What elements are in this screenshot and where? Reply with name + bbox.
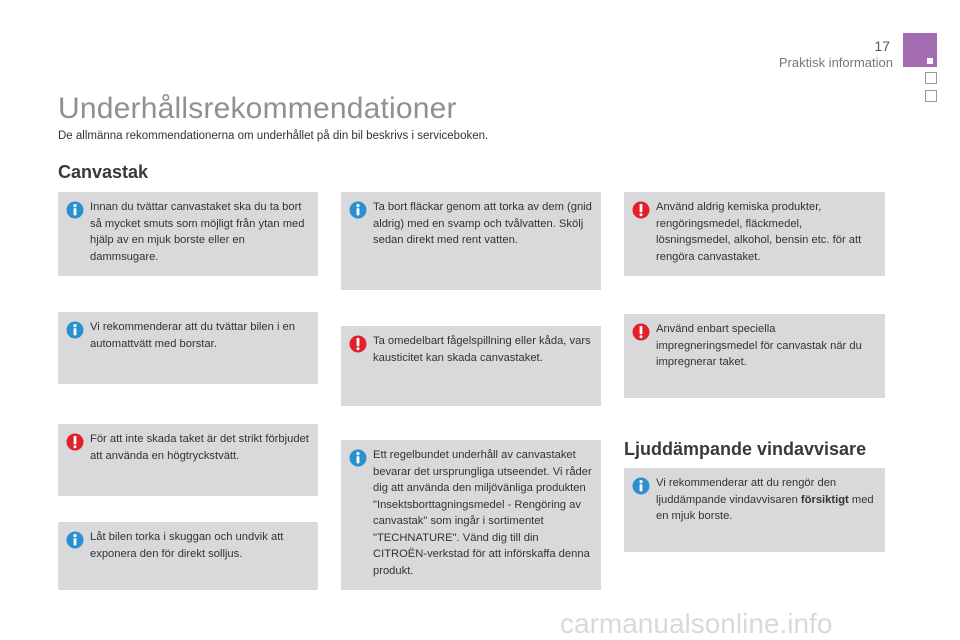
note-text: Vi rekommenderar att du rengör den ljuddämpande vindavvisaren försiktigt med en mjuk borste. bbox=[656, 477, 874, 522]
info-icon bbox=[66, 321, 84, 339]
chapter-marker-empty bbox=[925, 72, 937, 84]
note-box bbox=[58, 522, 318, 590]
note-box bbox=[58, 312, 318, 384]
info-icon bbox=[66, 531, 84, 549]
watermark: carmanualsonline.info bbox=[560, 608, 833, 639]
page-number: 17 bbox=[874, 38, 890, 54]
note-box bbox=[624, 314, 885, 398]
warning-icon bbox=[632, 201, 650, 219]
note-box bbox=[624, 192, 885, 276]
note-text: Vi rekommenderar att du tvättar bilen i en automattvätt med borstar. bbox=[90, 321, 296, 350]
chapter-marker-empty bbox=[925, 90, 937, 102]
info-icon bbox=[349, 449, 367, 467]
info-icon bbox=[66, 201, 84, 219]
chapter-tab-marker bbox=[903, 33, 937, 67]
note-box bbox=[624, 468, 885, 552]
note-text: Innan du tvättar canvastaket ska du ta bort så mycket smuts som möjligt från ytan med hjälp av en mjuk borste eller en dammsugare. bbox=[90, 201, 305, 263]
note-box bbox=[58, 424, 318, 496]
section-name: Praktisk information bbox=[778, 55, 893, 70]
note-text: Låt bilen torka i skuggan och undvik att exponera den för direkt solljus. bbox=[90, 531, 284, 560]
note-box bbox=[341, 326, 601, 406]
heading-vindavvisare: Ljuddämpande vindavvisare bbox=[624, 439, 867, 459]
heading-canvastak: Canvastak bbox=[58, 162, 149, 182]
info-icon bbox=[349, 201, 367, 219]
warning-icon bbox=[349, 335, 367, 353]
note-text: Ta omedelbart fågelspillning eller kåda, vars kausticitet kan skada canvastaket. bbox=[373, 335, 591, 364]
note-box bbox=[341, 440, 601, 590]
note-text: Ta bort fläckar genom att torka av dem (gnid aldrig) med en svamp och tvålvatten. Skölj sedan direkt med rent vatten. bbox=[373, 201, 592, 246]
note-box bbox=[341, 192, 601, 290]
page-title: Underhållsrekommendationer bbox=[58, 92, 457, 125]
note-text: Använd aldrig kemiska produkter, rengöringsmedel, fläckmedel, lösningsmedel, alkohol, bensin etc. för att rengöra canvastaket. bbox=[656, 201, 862, 263]
note-text: För att inte skada taket är det strikt förbjudet att använda en högtryckstvätt. bbox=[90, 433, 309, 462]
note-text: Ett regelbundet underhåll av canvastaket bevarar det ursprungliga utseendet. Vi råder dig att använda den miljövänliga produkten "Insektsborttagningsmedel - Rengöring av canvastak" som ingår i sortimentet "TECHNATURE". Vänd dig till din CITROËN-verkstad för att införskaffa denna produkt. bbox=[373, 449, 592, 577]
warning-icon bbox=[66, 433, 84, 451]
emphasis: försiktigt bbox=[800, 493, 849, 506]
info-icon bbox=[632, 477, 650, 495]
intro-text: De allmänna rekommendationerna om underhållet på din bil beskrivs i serviceboken. bbox=[58, 130, 489, 142]
note-text: Använd enbart speciella impregneringsmedel för canvastak när du impregnerar taket. bbox=[656, 323, 862, 368]
note-box bbox=[58, 192, 318, 276]
warning-icon bbox=[632, 323, 650, 341]
